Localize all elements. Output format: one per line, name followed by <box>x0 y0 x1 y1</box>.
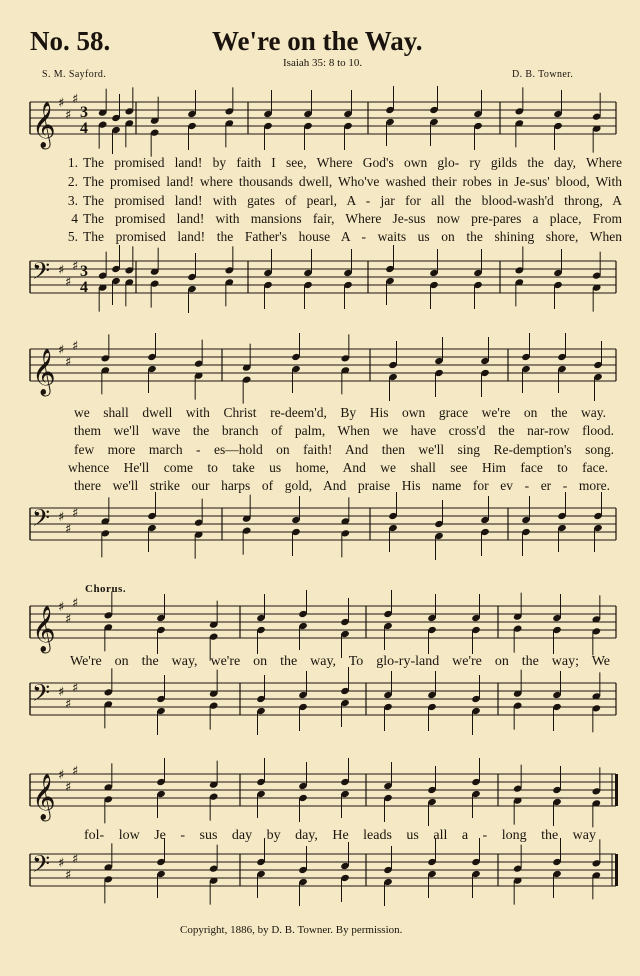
sharp-icon: ♯ <box>58 600 65 615</box>
time-signature-top: 3 <box>80 104 88 121</box>
sharp-icon: ♯ <box>72 339 79 354</box>
hymn-title: We're on the Way. <box>212 26 423 56</box>
treble-clef-icon: 𝄞 <box>32 606 56 652</box>
verse-4-line-1: 4 The promised land! with mansions fair, Where Je-sus now pre-pares a place, From <box>71 211 622 226</box>
verse-1-line-2: we shall dwell with Christ re-deem'd, By His own grace we're on the way. <box>74 405 606 420</box>
sharp-icon: ♯ <box>58 263 65 278</box>
verse-3-line-2: few more march - es—hold on faith! And then we'll sing Re-demption's song. <box>74 442 614 457</box>
bass-staff-chorus-1 <box>0 675 640 735</box>
treble-clef-icon: 𝄞 <box>32 102 56 148</box>
bass-clef-icon: 𝄢 <box>32 679 51 712</box>
time-signature-bottom: 4 <box>80 279 88 296</box>
sharp-icon: ♯ <box>65 780 72 795</box>
verse-3-line-1: 3. The promised land! with gates of pearl, A - jar for all the blood-wash'd throng, A <box>67 193 622 208</box>
bass-staff-chorus-2 <box>0 846 640 906</box>
sharp-icon: ♯ <box>58 768 65 783</box>
verse-4-line-2: whence He'll come to take us home, And we shall see Him face to face. <box>68 460 608 475</box>
sharp-icon: ♯ <box>58 96 65 111</box>
treble-clef-icon: 𝄞 <box>32 774 56 820</box>
sharp-icon: ♯ <box>65 612 72 627</box>
sharp-icon: ♯ <box>72 596 79 611</box>
sharp-icon: ♯ <box>65 275 72 290</box>
treble-staff-system-2 <box>0 341 640 401</box>
time-signature-bottom: 4 <box>80 120 88 137</box>
hymn-number: No. 58. <box>30 26 111 56</box>
verse-2-line-1: 2. The promised land! where thousands dwell, Who've washed their robes in Je-sus' blood, With <box>67 174 622 189</box>
sharp-icon: ♯ <box>65 697 72 712</box>
verse-5-line-1: 5. The promised land! the Father's house A - waits us on the shining shore, When <box>67 229 622 244</box>
sharp-icon: ♯ <box>58 510 65 525</box>
sharp-icon: ♯ <box>65 108 72 123</box>
scripture-reference: Isaiah 35: 8 to 10. <box>283 57 363 69</box>
verse-5-line-2: there we'll strike our harps of gold, And praise His name for ev - er - more. <box>74 478 610 493</box>
sharp-icon: ♯ <box>72 681 79 696</box>
sharp-icon: ♯ <box>72 852 79 867</box>
sharp-icon: ♯ <box>72 259 79 274</box>
bass-clef-icon: 𝄢 <box>32 504 51 537</box>
treble-staff-chorus-1 <box>0 598 640 658</box>
treble-clef-icon: 𝄞 <box>32 349 56 395</box>
chorus-label: Chorus. <box>85 583 127 595</box>
sharp-icon: ♯ <box>65 868 72 883</box>
bass-staff-system-2 <box>0 500 640 560</box>
chorus-line-1: We're on the way, we're on the way, To glo-ry-land we're on the way; We <box>70 654 610 669</box>
bass-clef-icon: 𝄢 <box>32 257 51 290</box>
verse-2-line-2: them we'll wave the branch of palm, When we have cross'd the nar-row flood. <box>74 423 614 438</box>
sharp-icon: ♯ <box>58 685 65 700</box>
sharp-icon: ♯ <box>65 522 72 537</box>
sharp-icon: ♯ <box>72 764 79 779</box>
sharp-icon: ♯ <box>58 856 65 871</box>
bass-clef-icon: 𝄢 <box>32 850 51 883</box>
sharp-icon: ♯ <box>72 92 79 107</box>
copyright-notice: Copyright, 1886, by D. B. Towner. By permission. <box>180 924 403 936</box>
treble-staff-chorus-2 <box>0 766 640 826</box>
sharp-icon: ♯ <box>65 355 72 370</box>
treble-staff-system-1 <box>0 94 640 154</box>
chorus-line-2: fol- low Je - sus day by day, He leads us all a - long the way <box>84 828 596 843</box>
time-signature-top: 3 <box>80 263 88 280</box>
lyricist-credit: S. M. Sayford. <box>42 69 107 80</box>
sharp-icon: ♯ <box>58 343 65 358</box>
sharp-icon: ♯ <box>72 506 79 521</box>
verse-1-line-1: 1. The promised land! by faith I see, Where God's own glo- ry gilds the day, Where <box>67 155 622 170</box>
bass-staff-system-1 <box>0 253 640 313</box>
composer-credit: D. B. Towner. <box>512 69 574 80</box>
